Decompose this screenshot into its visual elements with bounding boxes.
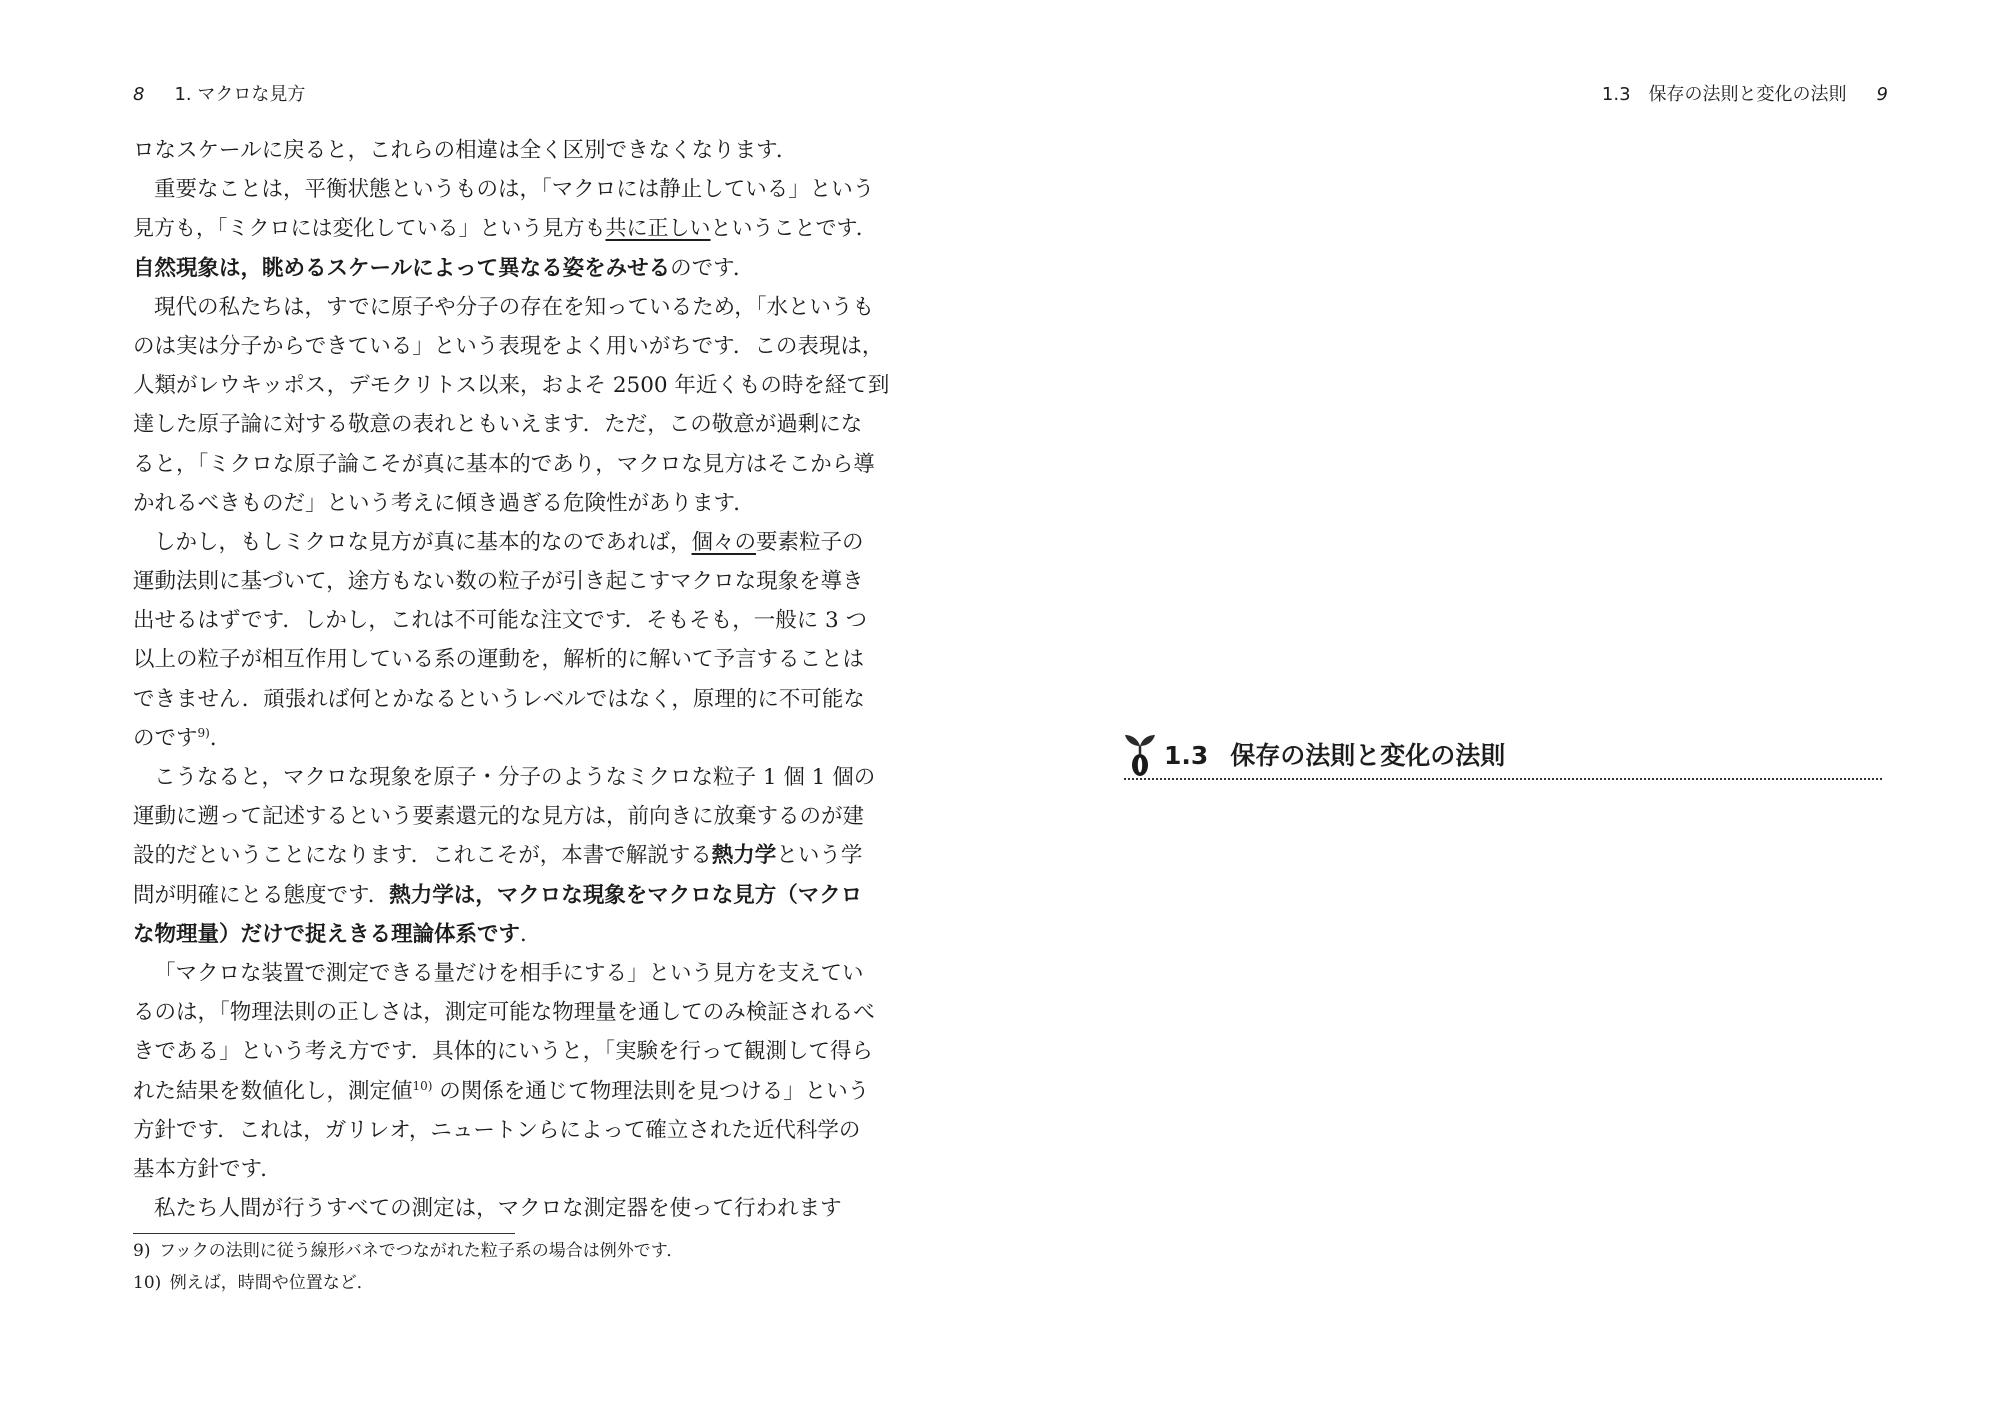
page-number: 9 [1876,84,1888,105]
text-line [133,719,890,758]
bold-term: な物理量）だけで捉えきる理論体系です [133,921,521,947]
text-run: ． [209,725,232,751]
text-line [133,836,890,875]
text-line [133,405,890,444]
text-line [133,484,890,523]
text-line [133,209,890,248]
text-line [133,288,890,327]
text-line [133,680,890,719]
page-number: 8 [133,84,145,105]
section-running-title: 1.3 保存の法則と変化の法則 [1601,84,1847,105]
text-run: 以上の粒子が相互作用している系の運動を，解析的に解いて予言することは [133,647,865,673]
text-line [133,797,890,836]
footnotes [133,1236,683,1299]
text-run: 現代の私たちは，すでに原子や分子の存在を知っているため，「水というも [154,294,875,320]
text-line [133,562,890,601]
text-line [133,1111,890,1150]
text-run: れた結果を数値化し，測定値 [133,1078,413,1104]
text-run: るのは，「物理法則の正しさは，測定可能な物理量を通してのみ検証されるべ [133,1000,875,1026]
sprout-icon [1120,732,1160,776]
text-run: 設的だということになります．これこそが，本書で解説する [133,843,712,869]
text-line [133,1072,890,1111]
text-line [133,249,890,288]
text-run: ということです． [710,216,877,241]
text-run: という学 [776,843,863,869]
text-run: かれるべきものだ」という考えに傾き過ぎる危険性があります． [133,490,755,516]
text-run: 私たち人間が行うすべての測定は，マクロな測定器を使って行われます [154,1196,842,1222]
text-run: 「マクロな装置で測定できる量だけを相手にする」という見方を支えてい [154,960,864,986]
text-run: のです． [670,255,755,281]
text-run: 達した原子論に対する敬意の表れともいえます．ただ，この敬意が過剰にな [133,412,863,438]
text-run: 重要なことは，平衡状態というものは，「マクロには静止している」という [154,177,875,203]
footnote [133,1236,683,1268]
footnote [133,1268,683,1300]
text-line [133,876,890,915]
body-text [133,131,890,1228]
text-run: の関係を通じて物理法則を見つける」という [432,1078,870,1104]
text-run: こうなると，マクロな現象を原子・分子のようなミクロな粒子 1 個 1 個の [154,765,876,790]
text-run: 問が明確にとる態度です． [133,882,390,908]
footnote-ref: 9) [197,725,210,740]
underlined-text: 共に正しい [605,216,711,241]
text-run: しかし，もしミクロな見方が真に基本的なのであれば， [154,529,692,555]
footnote-number: 10) [133,1272,162,1293]
text-line [133,601,890,640]
bold-term: 熱力学は，マクロな現象をマクロな見方（マクロ [389,882,863,908]
text-line [133,131,890,170]
text-line [133,1189,890,1228]
section-title-text: 保存の法則と変化の法則 [1230,741,1506,770]
text-run: ると，「ミクロな原子論こそが真に基本的であり，マクロな見方はそこから導 [133,451,875,477]
text-line [133,523,890,562]
text-line [133,640,890,679]
text-run: 方針です．これは，ガリレオ，ニュートンらによって確立された近代科学の [133,1117,861,1143]
running-head-right [1602,80,1888,106]
footnote-text: フックの法則に従う線形バネでつながれた粒子系の場合は例外です． [150,1241,684,1261]
footnote-number: 9) [133,1241,151,1261]
footnote-text: 例えば，時間や位置など． [161,1272,374,1293]
text-run: のは実は分子からできている」という表現をよく用いがちです．この表現は， [133,333,884,359]
text-line [133,445,890,484]
text-run: 出せるはずです．しかし，これは不可能な注文です．そもそも，一般に 3 つ [133,608,868,634]
text-run: のです [133,725,198,751]
text-line [133,170,890,209]
footnote-rule [133,1233,515,1234]
text-run: 運動に遡って記述するという要素還元的な見方は，前向きに放棄するのが建 [133,804,865,830]
text-run: 人類がレウキッポス，デモクリトス以来，およそ 2500 年近くもの時を経て到 [133,373,890,399]
text-line [133,366,890,405]
running-head-left [133,80,305,106]
text-run: ロなスケールに戻ると，これらの相違は全く区別できなくなります． [133,138,798,163]
text-run: きである」という考え方です．具体的にいうと，「実験を行って観測して得ら [133,1039,874,1065]
dotted-rule [1124,778,1882,780]
text-run: ． [520,921,542,947]
text-run: 運動法則に基づいて，途方もない数の粒子が引き起こすマクロな現象を導き [133,569,864,595]
text-line [133,758,890,797]
text-run: できません．頑張れば何とかなるというレベルではなく，原理的に不可能な [133,686,865,712]
text-line [133,1150,890,1189]
section-number: 1.3 [1164,741,1209,770]
text-line [133,993,890,1032]
underlined-text: 個々の [691,529,757,555]
chapter-title: 1. マクロな見方 [174,84,306,105]
text-line [133,327,890,366]
section-title [1164,736,1505,772]
text-line [133,915,890,954]
text-line [133,1032,890,1071]
footnote-ref: 10) [412,1078,433,1093]
bold-term: 熱力学 [711,843,777,869]
bold-term: 自然現象は，眺めるスケールによって異なる姿をみせる [133,255,671,281]
text-line [133,954,890,993]
section-heading [1120,732,1882,776]
text-run: 見方も，「ミクロには変化している」という見方も [133,216,606,241]
text-run: 要素粒子の [756,529,864,555]
right-page [1000,0,2000,1419]
text-run: 基本方針です． [133,1156,282,1182]
